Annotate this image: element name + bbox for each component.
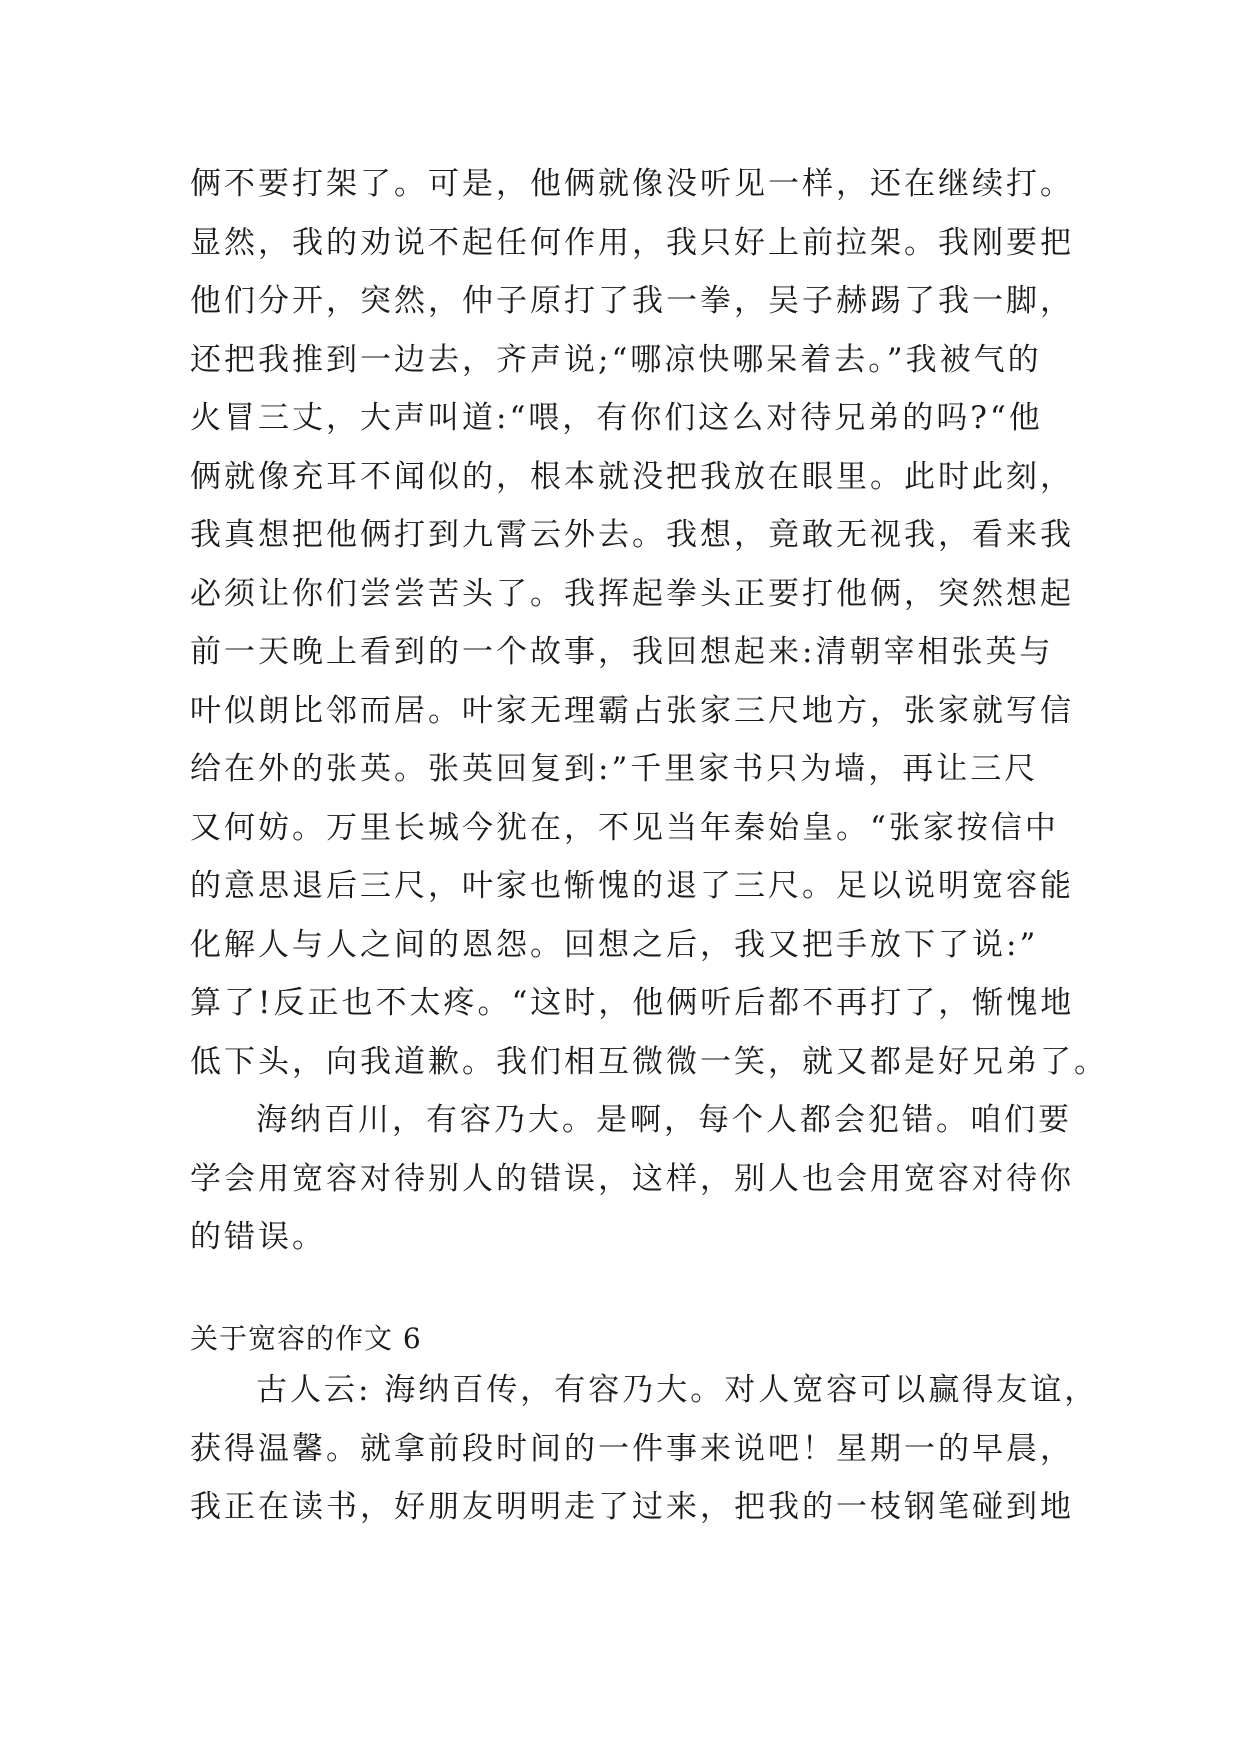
conclusion-line: 海纳百川，有容乃大。是啊，每个人都会犯错。咱们要 xyxy=(256,1102,1072,1138)
paragraph-line: 又何妨。万里长城今犹在，不见当年秦始皇。“张家按信中 xyxy=(190,809,1059,846)
paragraph-line: 我真想把他俩打到九霄云外去。我想，竟敢无视我，看来我 xyxy=(190,517,1074,553)
conclusion-line: 学会用宽容对待别人的错误，这样，别人也会用宽容对待你 xyxy=(190,1160,1074,1197)
paragraph-line: 低下头，向我道歉。我们相互微微一笑，就又都是好兄弟了。 xyxy=(190,1043,1108,1080)
paragraph-line: 他们分开，突然，仲子原打了我一拳，吴子赫踢了我一脚， xyxy=(190,283,1074,319)
paragraph-line: 古人云: 海纳百传，有容乃大。对人宽容可以赢得友谊， xyxy=(256,1372,1099,1408)
essay-body-continued xyxy=(190,155,1108,1267)
essay-6-body xyxy=(190,1361,1099,1537)
paragraph-line: 前一天晚上看到的一个故事，我回想起来:清朝宰相张英与 xyxy=(190,634,1054,670)
paragraph-line: 火冒三丈，大声叫道:“喂，有你们这么对待兄弟的吗?“他 xyxy=(190,400,1043,436)
paragraph-line: 必须让你们尝尝苦头了。我挥起拳头正要打他俩，突然想起 xyxy=(190,575,1074,612)
paragraph-line: 获得温馨。就拿前段时间的一件事来说吧！星期一的早晨， xyxy=(190,1430,1074,1467)
conclusion-line: 的错误。 xyxy=(190,1219,326,1255)
section-heading: 关于宽容的作文 6 xyxy=(190,1322,422,1355)
paragraph-line: 化解人与人之间的恩怨。回想之后，我又把手放下了说:” xyxy=(190,926,1039,963)
paragraph-line: 给在外的张英。张英回复到:”千里家书只为墙，再让三尺 xyxy=(190,751,1039,787)
paragraph-line: 叶似朗比邻而居。叶家无理霸占张家三尺地方，张家就写信 xyxy=(190,692,1074,729)
paragraph-line: 算了!反正也不太疼。“这时，他俩听后都不再打了，惭愧地 xyxy=(190,985,1075,1021)
paragraph-line: 俩就像充耳不闻似的，根本就没把我放在眼里。此时此刻， xyxy=(190,458,1074,495)
paragraph-line: 还把我推到一边去，齐声说;“哪凉快哪呆着去。”我被气的 xyxy=(190,341,1042,378)
paragraph-line: 俩不要打架了。可是，他俩就像没听见一样，还在继续打。 xyxy=(190,166,1074,202)
paragraph-line: 显然，我的劝说不起任何作用，我只好上前拉架。我刚要把 xyxy=(190,224,1074,261)
paragraph-line: 我正在读书，好朋友明明走了过来，把我的一枝钢笔碰到地 xyxy=(190,1489,1074,1525)
paragraph-line: 的意思退后三尺，叶家也惭愧的退了三尺。足以说明宽容能 xyxy=(190,868,1074,904)
